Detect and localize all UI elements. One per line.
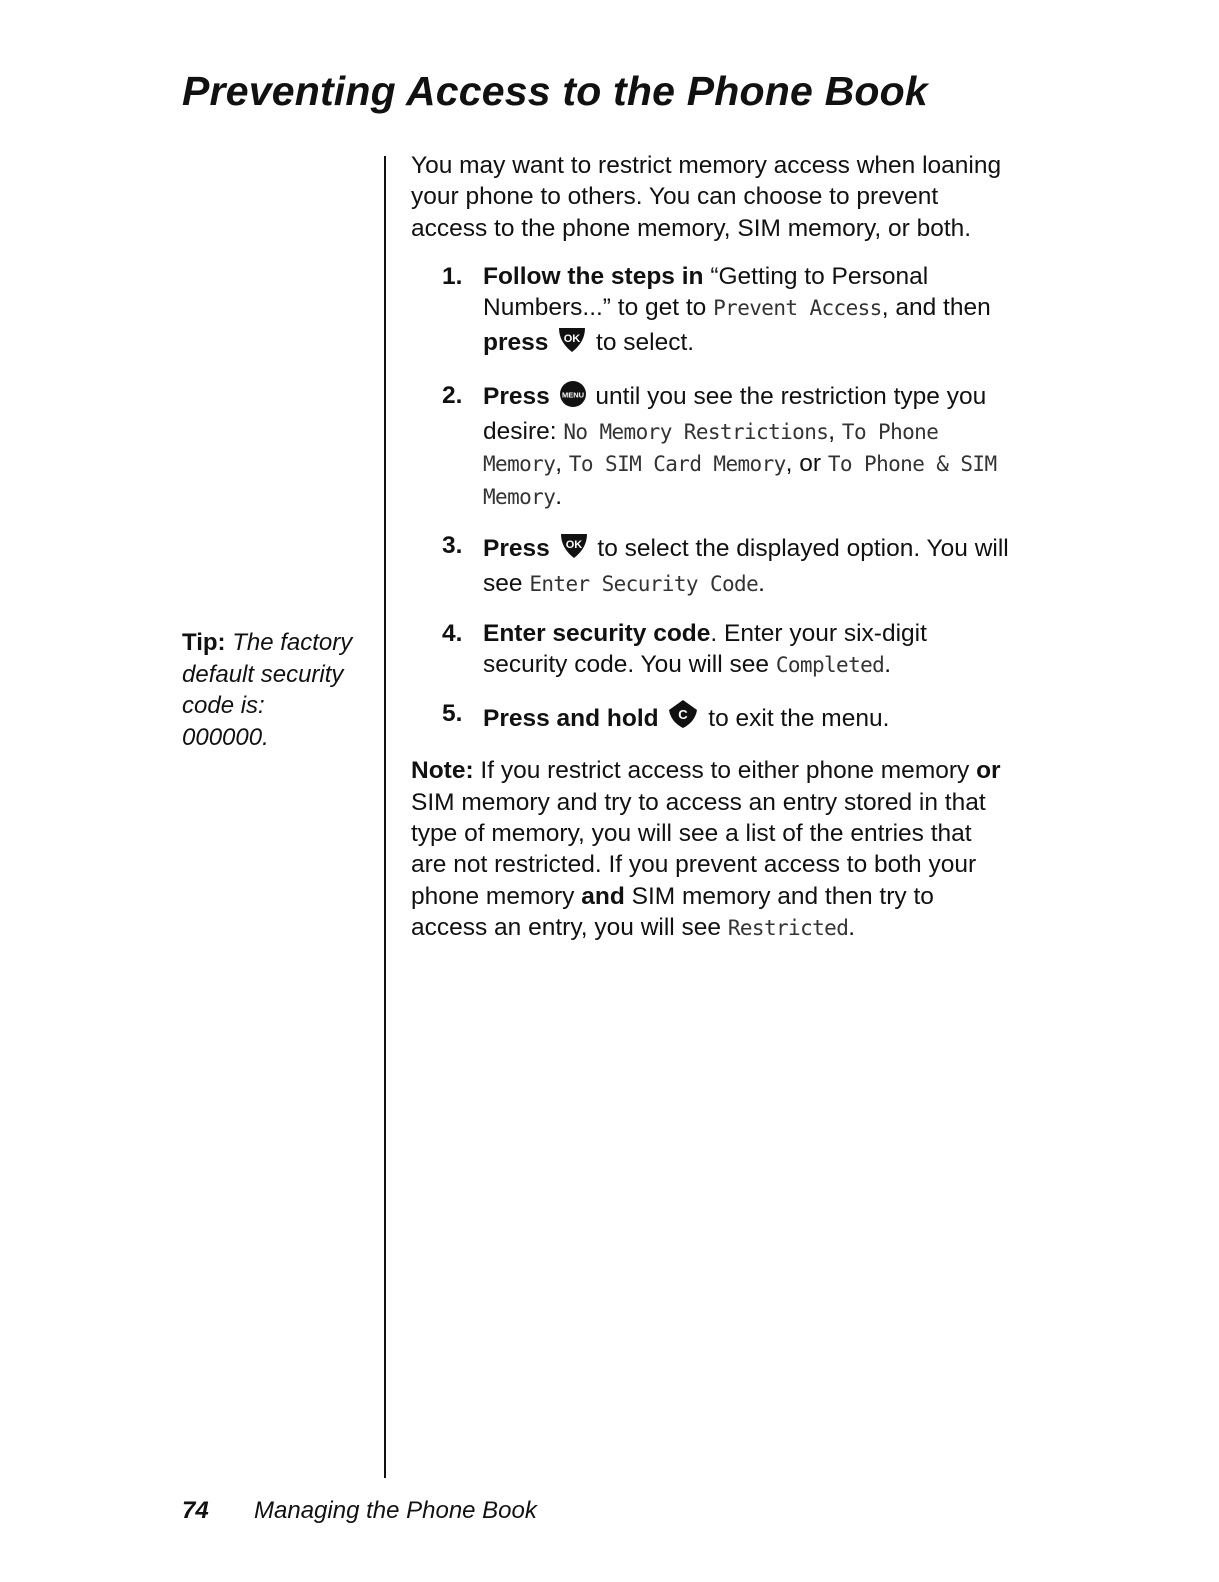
- tip-sidebar: [182, 627, 357, 753]
- note-emphasis: and: [581, 882, 625, 910]
- step-text: .: [555, 482, 563, 510]
- column-divider: [384, 156, 386, 1478]
- lcd-text: Completed: [775, 652, 885, 677]
- lcd-text: Restricted: [727, 915, 849, 940]
- lcd-text: Prevent Access: [713, 296, 882, 321]
- menu-key-icon: [559, 380, 587, 416]
- ok-key-icon: [557, 324, 587, 362]
- step-text: to select the displayed option. You will see: [483, 534, 1009, 598]
- page-footer: [182, 1497, 537, 1525]
- note-text: If you restrict access to either phone memory: [473, 757, 977, 785]
- step-number: 5.: [442, 700, 463, 728]
- step-text: ,: [555, 450, 569, 478]
- note-text: SIM memory and try to access an entry stored in that type of memory, you will see a list of the entries that are not restricted. If you prevent access to both your phone memory: [411, 788, 986, 910]
- step-text: .: [758, 570, 765, 598]
- step-text: “Getting to Personal Numbers...” to get to: [483, 262, 929, 322]
- step-text: until you see the restriction type you desire:: [483, 382, 987, 446]
- lcd-text: No Memory Restrictions: [563, 420, 829, 445]
- step-list: [411, 261, 1011, 739]
- page-number: 74: [182, 1497, 209, 1524]
- step-lead: Press: [483, 534, 550, 562]
- main-column: [411, 150, 1011, 944]
- svg-text:MENU: MENU: [561, 390, 584, 400]
- lcd-text: To Phone & SIM Memory: [483, 452, 997, 509]
- step-2: [411, 380, 1011, 513]
- lcd-text: Enter Security Code: [529, 572, 759, 597]
- step-text: , and then: [881, 294, 991, 322]
- svg-text:OK: OK: [565, 538, 582, 551]
- page-title: Preventing Access to the Phone Book: [182, 68, 928, 114]
- step-1: [411, 261, 1011, 363]
- step-lead: press: [483, 329, 549, 357]
- step-text: ,: [828, 418, 842, 446]
- step-lead: Enter security code: [483, 619, 711, 647]
- step-number: 4.: [442, 619, 463, 647]
- note-paragraph: [411, 755, 1011, 944]
- step-number: 3.: [442, 531, 463, 559]
- ok-key-icon: [559, 530, 589, 568]
- step-text: . Enter your six-digit security code. You will see: [483, 619, 927, 678]
- intro-paragraph: You may want to restrict memory access when loaning your phone to others. You can choose to prevent access to the phone memory, SIM memory, or both.: [411, 152, 1002, 242]
- step-3: [411, 530, 1011, 601]
- note-text: .: [848, 913, 856, 941]
- step-number: 2.: [442, 381, 463, 409]
- lcd-text: To SIM Card Memory: [568, 452, 786, 477]
- svg-text:C: C: [678, 707, 689, 723]
- step-4: [411, 618, 1011, 682]
- step-text: to select.: [589, 329, 695, 357]
- note-text: SIM memory and then try to access an entry, you will see: [411, 882, 934, 941]
- tip-body: The factory default security code is: 000000.: [182, 629, 353, 751]
- step-text: , or: [785, 450, 828, 478]
- note-label: Note:: [411, 757, 474, 785]
- step-lead: Press: [483, 382, 550, 410]
- section-name: Managing the Phone Book: [254, 1497, 537, 1524]
- tip-label: Tip:: [182, 629, 226, 656]
- step-lead: Follow the steps in: [483, 262, 704, 290]
- step-number: 1.: [442, 262, 463, 290]
- step-text: .: [884, 650, 892, 678]
- clear-key-icon: [667, 698, 699, 738]
- svg-text:OK: OK: [563, 333, 581, 346]
- step-5: [411, 698, 1011, 738]
- step-lead: Press and hold: [483, 705, 659, 733]
- note-emphasis: or: [976, 757, 1001, 785]
- lcd-text: To Phone Memory: [483, 420, 939, 477]
- step-text: to exit the menu.: [701, 705, 890, 733]
